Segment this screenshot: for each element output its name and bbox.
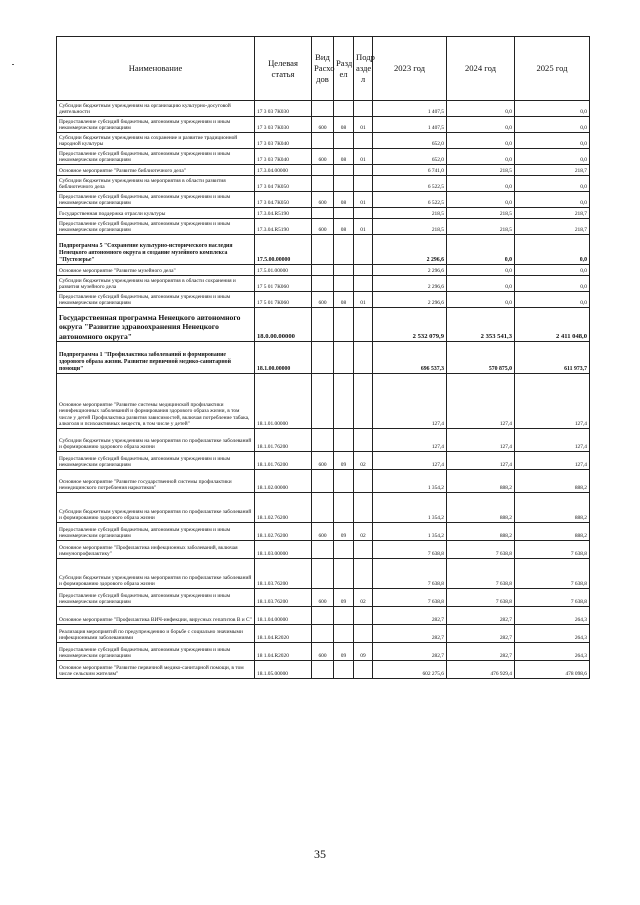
- row-expense-type-cell: 600: [312, 643, 334, 661]
- row-target-article-cell: 18.1.01.76200: [255, 452, 312, 470]
- row-amount-2025-cell: 0,0: [515, 292, 590, 308]
- row-target-article-cell: 17 3 04.7К050: [255, 192, 312, 208]
- row-target-article-cell: 18.1.03.00000: [255, 541, 312, 559]
- row-amount-2023-cell: 2 296,6: [373, 292, 447, 308]
- row-name-cell: Предоставление субсидий бюджетным, автономным учреждениям и иным некоммерческим организациям: [57, 523, 255, 541]
- row-target-article-cell: 17 5 01 7К060: [255, 292, 312, 308]
- row-expense-type-cell: [312, 265, 334, 276]
- row-amount-2023-cell: 1 407,5: [373, 101, 447, 117]
- row-subsection-cell: [354, 176, 373, 192]
- row-amount-2025-cell: 0,0: [515, 265, 590, 276]
- row-name-cell: Подпрограмма 1 "Профилактика заболеваний и формирование здорового образа жизни. Развитие первичной медико-санитарной помощи": [57, 342, 255, 374]
- row-amount-2023-cell: 2 532 079,9: [373, 308, 447, 342]
- row-subsection-cell: [354, 625, 373, 643]
- row-name-cell: Основное мероприятие "Развитие первичной медико-санитарной помощи, в том числе сельским жителям": [57, 661, 255, 679]
- row-name-cell: Субсидии бюджетным учреждениям на мероприятия в области развития библиотечного дела: [57, 176, 255, 192]
- table-row: [57, 149, 590, 165]
- table-row: [57, 589, 590, 607]
- row-amount-2023-cell: 127,4: [373, 374, 447, 429]
- row-amount-2023-cell: 2 296,6: [373, 265, 447, 276]
- row-amount-2024-cell: 282,7: [447, 643, 515, 661]
- row-target-article-cell: 17.5.01.00000: [255, 265, 312, 276]
- row-subsection-cell: 01: [354, 292, 373, 308]
- row-amount-2025-cell: 478 098,6: [515, 661, 590, 679]
- row-amount-2025-cell: 127,4: [515, 374, 590, 429]
- row-section-cell: 08: [334, 219, 354, 235]
- row-section-cell: [334, 625, 354, 643]
- row-name-cell: Основное мероприятие "Развитие системы медицинской профилактики неинфекционных заболеваний и формирования здорового образа жизни, в том числе у детей Профилактика развития зависимостей, включая потребление табака, алкоголя и психоактивных веществ, в том числе у детей": [57, 374, 255, 429]
- row-amount-2024-cell: 0,0: [447, 149, 515, 165]
- row-amount-2024-cell: 0,0: [447, 292, 515, 308]
- row-subsection-cell: 01: [354, 219, 373, 235]
- row-expense-type-cell: 600: [312, 292, 334, 308]
- row-name-cell: Субсидии бюджетным учреждениям на мероприятия по профилактике заболеваний и формированию здорового образа жизни: [57, 559, 255, 589]
- row-target-article-cell: 18.1.01.76200: [255, 429, 312, 452]
- row-amount-2024-cell: 2 353 541,3: [447, 308, 515, 342]
- row-subsection-cell: [354, 235, 373, 265]
- row-target-article-cell: 18.1.04.R2020: [255, 625, 312, 643]
- row-amount-2025-cell: 0,0: [515, 117, 590, 133]
- row-expense-type-cell: [312, 101, 334, 117]
- row-amount-2023-cell: 282,7: [373, 625, 447, 643]
- row-subsection-cell: [354, 342, 373, 374]
- row-name-cell: Субсидии бюджетным учреждениям на мероприятия по профилактике заболеваний и формированию здорового образа жизни: [57, 493, 255, 523]
- header-expense-type: Вид Расхо дов: [312, 37, 334, 101]
- header-target-article: Целевая статья: [255, 37, 312, 101]
- table-row: [57, 101, 590, 117]
- row-amount-2024-cell: 127,4: [447, 429, 515, 452]
- row-subsection-cell: 01: [354, 117, 373, 133]
- row-amount-2025-cell: 7 638,8: [515, 559, 590, 589]
- row-amount-2023-cell: 6 522,5: [373, 176, 447, 192]
- row-section-cell: [334, 559, 354, 589]
- row-amount-2025-cell: 0,0: [515, 235, 590, 265]
- table-row: [57, 276, 590, 292]
- table-row: [57, 133, 590, 149]
- row-amount-2024-cell: 127,4: [447, 374, 515, 429]
- row-amount-2023-cell: 282,7: [373, 607, 447, 625]
- row-target-article-cell: 17.3.04.R5190: [255, 219, 312, 235]
- row-expense-type-cell: 600: [312, 219, 334, 235]
- row-subsection-cell: [354, 308, 373, 342]
- table-header-row: [57, 37, 590, 101]
- row-amount-2025-cell: 611 973,7: [515, 342, 590, 374]
- table-row: [57, 292, 590, 308]
- row-amount-2025-cell: 7 638,8: [515, 589, 590, 607]
- row-amount-2023-cell: 602 275,6: [373, 661, 447, 679]
- table-row: [57, 165, 590, 176]
- row-amount-2023-cell: 1 354,2: [373, 493, 447, 523]
- row-section-cell: 08: [334, 117, 354, 133]
- row-expense-type-cell: [312, 208, 334, 219]
- row-name-cell: Реализация мероприятий по предупреждению и борьбе с социально значимыми инфекционными заболеваниями: [57, 625, 255, 643]
- row-amount-2024-cell: 218,5: [447, 165, 515, 176]
- row-amount-2023-cell: 1 354,2: [373, 523, 447, 541]
- row-amount-2024-cell: 0,0: [447, 192, 515, 208]
- row-amount-2025-cell: 7 638,8: [515, 541, 590, 559]
- row-name-cell: Основное мероприятие "Развитие государственной системы профилактики немедицинского потребления наркотиков": [57, 470, 255, 493]
- row-subsection-cell: 01: [354, 149, 373, 165]
- row-expense-type-cell: 600: [312, 117, 334, 133]
- row-target-article-cell: 18.1.03.76200: [255, 589, 312, 607]
- row-amount-2024-cell: 0,0: [447, 176, 515, 192]
- row-amount-2024-cell: 7 638,8: [447, 559, 515, 589]
- row-subsection-cell: [354, 276, 373, 292]
- row-amount-2023-cell: 127,4: [373, 429, 447, 452]
- row-section-cell: [334, 133, 354, 149]
- table-row: [57, 625, 590, 643]
- row-name-cell: Государственная программа Ненецкого автономного округа "Развитие здравоохранения Ненецкого автономного округа": [57, 308, 255, 342]
- table-row: [57, 643, 590, 661]
- row-section-cell: 09: [334, 452, 354, 470]
- table-row: [57, 661, 590, 679]
- row-amount-2024-cell: 0,0: [447, 133, 515, 149]
- row-name-cell: Основное мероприятие "Развитие музейного дела": [57, 265, 255, 276]
- row-name-cell: Субсидии бюджетным учреждениям на мероприятия по профилактике заболеваний и формированию здорового образа жизни: [57, 429, 255, 452]
- row-target-article-cell: 17.5.00.00000: [255, 235, 312, 265]
- row-target-article-cell: 17 3 03 7К030: [255, 117, 312, 133]
- row-name-cell: Субсидии бюджетным учреждениям на мероприятия в области сохранения и развития музейного дела: [57, 276, 255, 292]
- row-target-article-cell: 18.1.03.76200: [255, 559, 312, 589]
- row-amount-2025-cell: 888,2: [515, 470, 590, 493]
- row-section-cell: 08: [334, 292, 354, 308]
- row-section-cell: [334, 265, 354, 276]
- row-expense-type-cell: [312, 176, 334, 192]
- table-row: [57, 208, 590, 219]
- row-amount-2024-cell: 218,5: [447, 208, 515, 219]
- row-target-article-cell: 18.1.05.00000: [255, 661, 312, 679]
- row-amount-2023-cell: 218,5: [373, 219, 447, 235]
- row-amount-2024-cell: 127,4: [447, 452, 515, 470]
- row-amount-2025-cell: 218,7: [515, 208, 590, 219]
- row-amount-2023-cell: 1 354,2: [373, 470, 447, 493]
- row-amount-2023-cell: 652,0: [373, 149, 447, 165]
- budget-table-sheet: [56, 36, 589, 679]
- row-section-cell: [334, 541, 354, 559]
- row-amount-2025-cell: 0,0: [515, 133, 590, 149]
- row-name-cell: Субсидии бюджетным учреждениям на организацию культурно-досуговой деятельности: [57, 101, 255, 117]
- row-amount-2025-cell: 218,7: [515, 219, 590, 235]
- row-subsection-cell: [354, 493, 373, 523]
- row-target-article-cell: 18.1.01.00000: [255, 374, 312, 429]
- row-amount-2023-cell: 127,4: [373, 452, 447, 470]
- table-row: [57, 192, 590, 208]
- row-target-article-cell: 17 3 03 7К040: [255, 133, 312, 149]
- row-amount-2025-cell: 264,3: [515, 625, 590, 643]
- row-target-article-cell: 18 1.04.R2020: [255, 643, 312, 661]
- row-amount-2024-cell: 570 875,0: [447, 342, 515, 374]
- row-amount-2025-cell: 0,0: [515, 176, 590, 192]
- row-subsection-cell: 02: [354, 589, 373, 607]
- row-expense-type-cell: 600: [312, 192, 334, 208]
- row-target-article-cell: 18.1.00.00000: [255, 342, 312, 374]
- row-amount-2023-cell: 218,5: [373, 208, 447, 219]
- row-expense-type-cell: [312, 429, 334, 452]
- row-subsection-cell: [354, 661, 373, 679]
- row-expense-type-cell: 600: [312, 589, 334, 607]
- row-section-cell: [334, 661, 354, 679]
- row-name-cell: Предоставление субсидий бюджетным, автономным учреждениям и иным некоммерческим организациям: [57, 643, 255, 661]
- row-amount-2023-cell: 282,7: [373, 643, 447, 661]
- row-amount-2024-cell: 0,0: [447, 265, 515, 276]
- row-subsection-cell: [354, 607, 373, 625]
- row-subsection-cell: [354, 165, 373, 176]
- row-amount-2025-cell: 127,4: [515, 429, 590, 452]
- row-expense-type-cell: 600: [312, 452, 334, 470]
- row-subsection-cell: 02: [354, 452, 373, 470]
- row-amount-2024-cell: 888,2: [447, 493, 515, 523]
- row-amount-2024-cell: 7 638,8: [447, 541, 515, 559]
- row-expense-type-cell: 600: [312, 523, 334, 541]
- row-section-cell: 09: [334, 523, 354, 541]
- row-amount-2023-cell: 2 296,6: [373, 276, 447, 292]
- row-amount-2023-cell: 2 296,6: [373, 235, 447, 265]
- row-section-cell: [334, 276, 354, 292]
- row-amount-2025-cell: 0,0: [515, 149, 590, 165]
- row-target-article-cell: 17 3 04 7К050: [255, 176, 312, 192]
- row-section-cell: [334, 235, 354, 265]
- table-row: [57, 342, 590, 374]
- row-subsection-cell: 02: [354, 523, 373, 541]
- row-amount-2023-cell: 1 407,5: [373, 117, 447, 133]
- row-name-cell: Предоставление субсидий бюджетным, автономным учреждениям и иным некоммерческим организациям: [57, 292, 255, 308]
- row-section-cell: 08: [334, 192, 354, 208]
- row-section-cell: [334, 470, 354, 493]
- row-name-cell: Предоставление субсидий бюджетным, автономным учреждениям и иным некоммерческим организациям: [57, 219, 255, 235]
- row-target-article-cell: 17 5 01 7К060: [255, 276, 312, 292]
- row-section-cell: [334, 342, 354, 374]
- row-target-article-cell: 17.3.04.00000: [255, 165, 312, 176]
- row-amount-2024-cell: 0,0: [447, 117, 515, 133]
- row-amount-2025-cell: 218,7: [515, 165, 590, 176]
- row-subsection-cell: [354, 101, 373, 117]
- row-amount-2024-cell: 0,0: [447, 276, 515, 292]
- row-amount-2024-cell: 476 929,4: [447, 661, 515, 679]
- row-section-cell: [334, 208, 354, 219]
- row-amount-2023-cell: 7 638,8: [373, 541, 447, 559]
- header-year-2023: 2023 год: [373, 37, 447, 101]
- row-amount-2025-cell: 0,0: [515, 276, 590, 292]
- row-amount-2024-cell: 0,0: [447, 235, 515, 265]
- row-name-cell: Основное мероприятие "Профилактика ВИЧ-инфекции, вирусных гепатитов В и С": [57, 607, 255, 625]
- row-name-cell: Основное мероприятие "Развитие библиотечного дела": [57, 165, 255, 176]
- page-number: 35: [314, 847, 326, 861]
- row-expense-type-cell: [312, 276, 334, 292]
- row-section-cell: [334, 176, 354, 192]
- table-body: [57, 101, 590, 679]
- table-row: [57, 235, 590, 265]
- row-name-cell: Государственная поддержка отрасли культуры: [57, 208, 255, 219]
- row-target-article-cell: 17.3.04.R5190: [255, 208, 312, 219]
- row-name-cell: Предоставление субсидий бюджетным, автономным учреждениям и иным некоммерческим организациям: [57, 192, 255, 208]
- row-expense-type-cell: [312, 493, 334, 523]
- row-amount-2025-cell: 264,3: [515, 643, 590, 661]
- row-subsection-cell: [354, 470, 373, 493]
- scan-speck: [12, 64, 14, 65]
- row-amount-2024-cell: 888,2: [447, 523, 515, 541]
- row-expense-type-cell: 600: [312, 149, 334, 165]
- row-amount-2024-cell: 0,0: [447, 101, 515, 117]
- row-name-cell: Предоставление субсидий бюджетным, автономным учреждениям и иным некоммерческим организациям: [57, 452, 255, 470]
- row-target-article-cell: 18.1.02.76200: [255, 493, 312, 523]
- header-year-2024: 2024 год: [447, 37, 515, 101]
- row-amount-2025-cell: 0,0: [515, 192, 590, 208]
- row-expense-type-cell: [312, 661, 334, 679]
- table-row: [57, 374, 590, 429]
- row-expense-type-cell: [312, 308, 334, 342]
- header-section: Разд ел: [334, 37, 354, 101]
- row-section-cell: [334, 101, 354, 117]
- row-amount-2025-cell: 888,2: [515, 493, 590, 523]
- row-expense-type-cell: [312, 374, 334, 429]
- table-row: [57, 523, 590, 541]
- table-row: [57, 308, 590, 342]
- row-section-cell: 09: [334, 589, 354, 607]
- table-row: [57, 429, 590, 452]
- row-section-cell: 08: [334, 149, 354, 165]
- row-amount-2024-cell: 888,2: [447, 470, 515, 493]
- row-target-article-cell: 18.0.00.00000: [255, 308, 312, 342]
- row-section-cell: [334, 429, 354, 452]
- row-amount-2025-cell: 888,2: [515, 523, 590, 541]
- table-row: [57, 470, 590, 493]
- row-subsection-cell: 01: [354, 192, 373, 208]
- header-name: Наименование: [57, 37, 255, 101]
- row-amount-2023-cell: 696 537,3: [373, 342, 447, 374]
- row-subsection-cell: 09: [354, 643, 373, 661]
- table-row: [57, 176, 590, 192]
- table-row: [57, 265, 590, 276]
- row-subsection-cell: [354, 208, 373, 219]
- row-amount-2025-cell: 2 411 048,0: [515, 308, 590, 342]
- header-year-2025: 2025 год: [515, 37, 590, 101]
- row-name-cell: Предоставление субсидий бюджетным, автономным учреждениям и иным некоммерческим организациям: [57, 149, 255, 165]
- table-row: [57, 607, 590, 625]
- row-section-cell: [334, 165, 354, 176]
- row-subsection-cell: [354, 133, 373, 149]
- row-name-cell: Предоставление субсидий бюджетным, автономным учреждениям и иным некоммерческим организациям: [57, 117, 255, 133]
- row-expense-type-cell: [312, 133, 334, 149]
- row-expense-type-cell: [312, 625, 334, 643]
- row-expense-type-cell: [312, 235, 334, 265]
- header-subsection: Подр азде л: [354, 37, 373, 101]
- table-row: [57, 493, 590, 523]
- row-name-cell: Подпрограмма 5 "Сохранение культурно-исторического наследия Ненецкого автономного округа и создание музейного комплекса "Пустозерье": [57, 235, 255, 265]
- row-section-cell: [334, 493, 354, 523]
- row-amount-2024-cell: 7 638,8: [447, 589, 515, 607]
- row-amount-2025-cell: 264,3: [515, 607, 590, 625]
- row-section-cell: [334, 607, 354, 625]
- table-row: [57, 452, 590, 470]
- row-amount-2024-cell: 218,5: [447, 219, 515, 235]
- row-subsection-cell: [354, 265, 373, 276]
- row-amount-2025-cell: 127,4: [515, 452, 590, 470]
- row-amount-2023-cell: 6 522,5: [373, 192, 447, 208]
- table-row: [57, 117, 590, 133]
- row-amount-2025-cell: 0,0: [515, 101, 590, 117]
- row-section-cell: 09: [334, 643, 354, 661]
- row-target-article-cell: 18.1.02.00000: [255, 470, 312, 493]
- row-target-article-cell: 18.1.02.76200: [255, 523, 312, 541]
- row-amount-2023-cell: 7 638,8: [373, 559, 447, 589]
- row-amount-2023-cell: 6 741,0: [373, 165, 447, 176]
- table-row: [57, 541, 590, 559]
- row-name-cell: Предоставление субсидий бюджетным, автономным учреждениям и иным некоммерческим организациям: [57, 589, 255, 607]
- row-subsection-cell: [354, 559, 373, 589]
- row-section-cell: [334, 308, 354, 342]
- row-name-cell: Субсидии бюджетным учреждениям на сохранение и развитие традиционной народной культуры: [57, 133, 255, 149]
- row-amount-2024-cell: 282,7: [447, 607, 515, 625]
- row-target-article-cell: 17 3 03 7К030: [255, 101, 312, 117]
- row-expense-type-cell: [312, 342, 334, 374]
- row-expense-type-cell: [312, 541, 334, 559]
- row-expense-type-cell: [312, 165, 334, 176]
- row-section-cell: [334, 374, 354, 429]
- table-row: [57, 559, 590, 589]
- row-subsection-cell: [354, 541, 373, 559]
- row-target-article-cell: 17 3 03 7К040: [255, 149, 312, 165]
- row-name-cell: Основное мероприятие "Профилактика инфекционных заболеваний, включая иммунопрофилактику": [57, 541, 255, 559]
- table-row: [57, 219, 590, 235]
- row-target-article-cell: 18.1.04.00000: [255, 607, 312, 625]
- row-subsection-cell: [354, 429, 373, 452]
- row-amount-2023-cell: 652,0: [373, 133, 447, 149]
- row-amount-2024-cell: 282,7: [447, 625, 515, 643]
- row-amount-2023-cell: 7 638,8: [373, 589, 447, 607]
- row-subsection-cell: [354, 374, 373, 429]
- row-expense-type-cell: [312, 559, 334, 589]
- row-expense-type-cell: [312, 470, 334, 493]
- budget-table: [56, 36, 590, 679]
- row-expense-type-cell: [312, 607, 334, 625]
